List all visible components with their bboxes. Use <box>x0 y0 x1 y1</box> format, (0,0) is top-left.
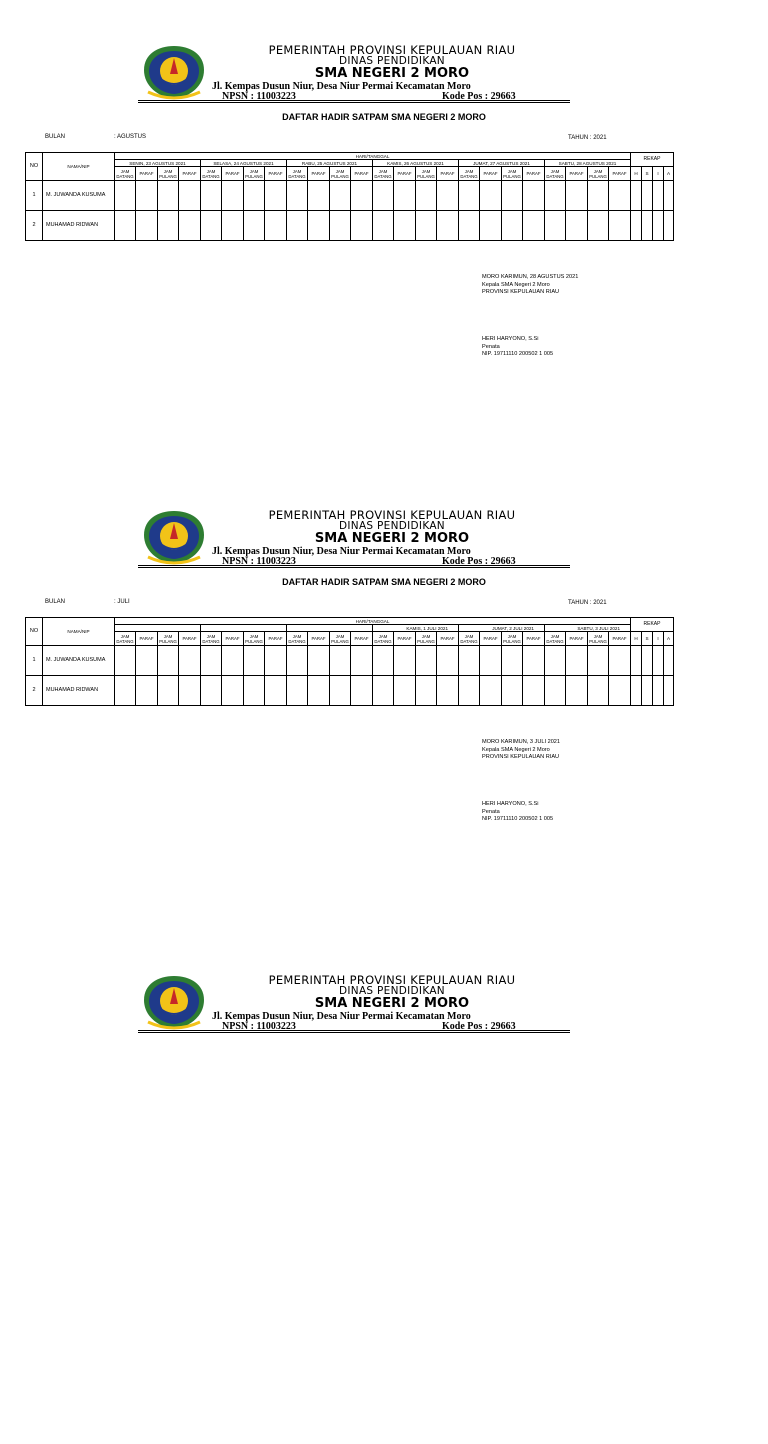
attendance-cell[interactable] <box>244 676 265 706</box>
letterhead-rule <box>138 1030 570 1033</box>
attendance-cell[interactable] <box>523 211 545 241</box>
header-nama: NAMA/NIP <box>43 618 115 646</box>
bulan-label: BULAN <box>45 599 66 605</box>
header-no: NO <box>26 153 43 181</box>
attendance-cell[interactable] <box>545 676 566 706</box>
attendance-cell[interactable] <box>588 646 609 676</box>
subheader-jam-pulang: JAM PULANG <box>589 633 607 644</box>
day-header <box>201 625 287 632</box>
signature-role: Kepala SMA Negeri 2 Moro <box>482 746 550 753</box>
attendance-cell[interactable] <box>480 676 502 706</box>
subheader-jam-datang: JAM DATANG <box>202 633 220 644</box>
attendance-cell[interactable] <box>502 646 523 676</box>
attendance-cell[interactable] <box>459 181 480 211</box>
sheet-title: DAFTAR HADIR SATPAM SMA NEGERI 2 MORO <box>282 577 486 587</box>
attendance-table <box>25 617 674 706</box>
attendance-cell[interactable] <box>244 211 265 241</box>
signature-nip: NIP. 19711110 200502 1 005 <box>482 816 554 823</box>
attendance-cell[interactable] <box>308 211 330 241</box>
attendance-cell[interactable] <box>394 181 416 211</box>
attendance-cell[interactable] <box>545 211 566 241</box>
subheader-jam-pulang: JAM PULANG <box>245 633 263 644</box>
attendance-cell[interactable] <box>136 181 158 211</box>
signature-place-date: MORO KARIMUN, 28 AGUSTUS 2021 <box>482 274 579 280</box>
attendance-cell[interactable] <box>653 211 664 241</box>
attendance-cell[interactable] <box>642 181 653 211</box>
subheader-jam-pulang: JAM PULANG <box>159 168 177 179</box>
table-row <box>26 676 674 706</box>
signature-header <box>482 274 578 297</box>
attendance-cell[interactable] <box>373 211 394 241</box>
table-row <box>26 211 674 241</box>
attendance-cell[interactable] <box>179 211 201 241</box>
attendance-cell[interactable] <box>330 181 351 211</box>
attendance-cell[interactable] <box>664 181 674 211</box>
subheader-jam-pulang: JAM PULANG <box>417 168 435 179</box>
row-no: 1 <box>26 646 43 676</box>
subheader-jam-pulang: JAM PULANG <box>503 168 521 179</box>
attendance-cell[interactable] <box>545 181 566 211</box>
letterhead-kodepos: Kode Pos : 29663 <box>442 1021 516 1032</box>
attendance-cell[interactable] <box>437 646 459 676</box>
day-header: RABU, 25 AGUSTUS 2021 <box>287 160 373 167</box>
subheader-paraf: PARAF <box>437 632 459 646</box>
attendance-cell[interactable] <box>459 646 480 676</box>
subheader-jam-datang: JAM DATANG <box>288 633 306 644</box>
attendance-cell[interactable] <box>609 646 631 676</box>
attendance-cell[interactable] <box>588 676 609 706</box>
subheader-jam-pulang: JAM PULANG <box>417 633 435 644</box>
attendance-cell[interactable] <box>265 181 287 211</box>
row-nama: MUHAMAD RIDWAN <box>43 676 115 706</box>
subheader-jam-datang: JAM DATANG <box>374 633 392 644</box>
attendance-cell[interactable] <box>265 211 287 241</box>
letterhead-line2: DINAS PENDIDIKAN <box>339 985 445 997</box>
attendance-cell[interactable] <box>222 646 244 676</box>
bulan-label: BULAN <box>45 134 66 140</box>
subheader-jam-datang: JAM DATANG <box>546 633 564 644</box>
header-hari-tanggal: HARI/TANGGAL <box>115 618 631 625</box>
letterhead-line1: PEMERINTAH PROVINSI KEPULAUAN RIAU <box>268 973 516 987</box>
attendance-cell[interactable] <box>179 646 201 676</box>
signature-signer <box>482 336 553 359</box>
subheader-jam-pulang: JAM PULANG <box>159 633 177 644</box>
attendance-cell[interactable] <box>201 676 222 706</box>
attendance-cell[interactable] <box>416 181 437 211</box>
day-header <box>287 625 373 632</box>
subheader-jam-datang: JAM DATANG <box>116 168 134 179</box>
subheader-paraf: PARAF <box>523 632 545 646</box>
attendance-cell[interactable] <box>201 181 222 211</box>
subheader-paraf: PARAF <box>222 632 244 646</box>
letterhead-line2: DINAS PENDIDIKAN <box>339 55 445 67</box>
subheader-paraf: PARAF <box>566 632 588 646</box>
attendance-cell[interactable] <box>480 211 502 241</box>
subheader-jam-datang: JAM DATANG <box>116 633 134 644</box>
attendance-cell[interactable] <box>631 211 642 241</box>
attendance-cell[interactable] <box>588 181 609 211</box>
attendance-cell[interactable] <box>545 646 566 676</box>
subheader-paraf: PARAF <box>609 632 631 646</box>
attendance-cell[interactable] <box>609 676 631 706</box>
subheader-paraf: PARAF <box>136 632 158 646</box>
attendance-cell[interactable] <box>523 646 545 676</box>
attendance-sheet-page <box>0 974 768 1444</box>
attendance-cell[interactable] <box>416 211 437 241</box>
attendance-cell[interactable] <box>158 211 179 241</box>
attendance-cell[interactable] <box>158 646 179 676</box>
attendance-cell[interactable] <box>437 211 459 241</box>
attendance-cell[interactable] <box>588 211 609 241</box>
day-header: KAMIS, 1 JULI 2021 <box>373 625 459 632</box>
attendance-cell[interactable] <box>287 676 308 706</box>
attendance-cell[interactable] <box>201 211 222 241</box>
attendance-cell[interactable] <box>566 646 588 676</box>
subheader-paraf: PARAF <box>394 167 416 181</box>
day-header: SENIN, 23 AGUSTUS 2021 <box>115 160 201 167</box>
attendance-cell[interactable] <box>664 676 674 706</box>
attendance-cell[interactable] <box>158 181 179 211</box>
letterhead <box>138 509 570 567</box>
row-no: 1 <box>26 181 43 211</box>
attendance-cell[interactable] <box>222 211 244 241</box>
attendance-cell[interactable] <box>287 211 308 241</box>
header-rekap: REKAP <box>631 618 674 632</box>
rekap-col-header: S <box>642 632 653 646</box>
attendance-cell[interactable] <box>502 181 523 211</box>
subheader-paraf: PARAF <box>523 167 545 181</box>
sheet-title: DAFTAR HADIR SATPAM SMA NEGERI 2 MORO <box>282 112 486 122</box>
attendance-table <box>25 152 674 241</box>
letterhead-npsn: NPSN : 11003223 <box>222 1021 296 1032</box>
day-header: SELASA, 24 AGUSTUS 2021 <box>201 160 287 167</box>
letterhead-address: Jl. Kempas Dusun Niur, Desa Niur Permai Kecamatan Moro <box>212 81 471 92</box>
rekap-col-header: I <box>653 167 664 181</box>
attendance-cell[interactable] <box>351 181 373 211</box>
subheader-paraf: PARAF <box>351 167 373 181</box>
attendance-cell[interactable] <box>287 646 308 676</box>
subheader-jam-pulang: JAM PULANG <box>331 633 349 644</box>
subheader-paraf: PARAF <box>308 632 330 646</box>
signature-name: HERI HARYONO, S.Si <box>482 801 539 807</box>
provincial-emblem-icon <box>138 974 210 1030</box>
rekap-col-header: H <box>631 167 642 181</box>
subheader-paraf: PARAF <box>480 632 502 646</box>
attendance-cell[interactable] <box>459 676 480 706</box>
letterhead-npsn: NPSN : 11003223 <box>222 91 296 102</box>
subheader-paraf: PARAF <box>308 167 330 181</box>
attendance-cell[interactable] <box>136 646 158 676</box>
letterhead <box>138 974 570 1032</box>
tahun: TAHUN : 2021 <box>568 600 607 606</box>
attendance-cell[interactable] <box>373 181 394 211</box>
subheader-jam-datang: JAM DATANG <box>374 168 392 179</box>
row-nama: M. JUWANDA KUSUMA <box>43 646 115 676</box>
attendance-cell[interactable] <box>351 646 373 676</box>
day-header: JUMAT, 27 AGUSTUS 2021 <box>459 160 545 167</box>
attendance-cell[interactable] <box>115 211 136 241</box>
attendance-cell[interactable] <box>330 646 351 676</box>
bulan-value: : AGUSTUS <box>114 134 147 140</box>
row-nama: MUHAMAD RIDWAN <box>43 211 115 241</box>
bulan-value: : JULI <box>114 599 130 605</box>
day-header: JUMAT, 2 JULI 2021 <box>459 625 545 632</box>
subheader-jam-datang: JAM DATANG <box>202 168 220 179</box>
day-header: SABTU, 3 JULI 2021 <box>545 625 631 632</box>
attendance-cell[interactable] <box>308 181 330 211</box>
attendance-cell[interactable] <box>566 181 588 211</box>
attendance-cell[interactable] <box>265 676 287 706</box>
subheader-paraf: PARAF <box>179 167 201 181</box>
attendance-cell[interactable] <box>351 211 373 241</box>
subheader-jam-pulang: JAM PULANG <box>245 168 263 179</box>
subheader-paraf: PARAF <box>437 167 459 181</box>
header-no: NO <box>26 618 43 646</box>
subheader-paraf: PARAF <box>222 167 244 181</box>
letterhead-school: SMA NEGERI 2 MORO <box>314 66 470 81</box>
signature-province: PROVINSI KEPULAUAN RIAU <box>482 289 560 296</box>
attendance-cell[interactable] <box>179 676 201 706</box>
attendance-cell[interactable] <box>653 181 664 211</box>
attendance-cell[interactable] <box>308 646 330 676</box>
signature-rank: Penata <box>482 808 500 815</box>
attendance-cell[interactable] <box>373 646 394 676</box>
letterhead-rule <box>138 565 570 568</box>
attendance-cell[interactable] <box>394 646 416 676</box>
attendance-cell[interactable] <box>136 676 158 706</box>
subheader-jam-datang: JAM DATANG <box>546 168 564 179</box>
attendance-cell[interactable] <box>653 646 664 676</box>
attendance-cell[interactable] <box>642 646 653 676</box>
letterhead-school: SMA NEGERI 2 MORO <box>314 996 470 1011</box>
rekap-col-header: I <box>653 632 664 646</box>
subheader-paraf: PARAF <box>265 632 287 646</box>
attendance-cell[interactable] <box>136 211 158 241</box>
attendance-cell[interactable] <box>566 211 588 241</box>
attendance-cell[interactable] <box>609 181 631 211</box>
attendance-cell[interactable] <box>394 211 416 241</box>
attendance-cell[interactable] <box>222 181 244 211</box>
letterhead-address: Jl. Kempas Dusun Niur, Desa Niur Permai Kecamatan Moro <box>212 546 471 557</box>
tahun: TAHUN : 2021 <box>568 135 607 141</box>
attendance-cell[interactable] <box>631 181 642 211</box>
rekap-col-header: S <box>642 167 653 181</box>
subheader-jam-pulang: JAM PULANG <box>503 633 521 644</box>
provincial-emblem-icon <box>138 44 210 100</box>
signature-role: Kepala SMA Negeri 2 Moro <box>482 281 550 288</box>
row-nama: M. JUWANDA KUSUMA <box>43 181 115 211</box>
table-row <box>26 646 674 676</box>
attendance-cell[interactable] <box>244 646 265 676</box>
row-no: 2 <box>26 211 43 241</box>
attendance-cell[interactable] <box>330 676 351 706</box>
attendance-cell[interactable] <box>222 676 244 706</box>
signature-signer <box>482 801 553 824</box>
signature-nip: NIP. 19711110 200502 1 005 <box>482 351 554 358</box>
attendance-cell[interactable] <box>609 211 631 241</box>
subheader-jam-datang: JAM DATANG <box>460 168 478 179</box>
letterhead-address: Jl. Kempas Dusun Niur, Desa Niur Permai Kecamatan Moro <box>212 1011 471 1022</box>
attendance-cell[interactable] <box>631 646 642 676</box>
subheader-paraf: PARAF <box>566 167 588 181</box>
letterhead <box>138 44 570 102</box>
attendance-sheet-page <box>0 509 768 979</box>
signature-rank: Penata <box>482 343 500 350</box>
letterhead-line1: PEMERINTAH PROVINSI KEPULAUAN RIAU <box>268 43 516 57</box>
subheader-paraf: PARAF <box>179 632 201 646</box>
subheader-paraf: PARAF <box>136 167 158 181</box>
letterhead-rule <box>138 100 570 103</box>
signature-header <box>482 739 560 762</box>
attendance-cell[interactable] <box>459 211 480 241</box>
attendance-cell[interactable] <box>115 646 136 676</box>
header-nama: NAMA/NIP <box>43 153 115 181</box>
subheader-jam-datang: JAM DATANG <box>288 168 306 179</box>
day-header: KAMIS, 26 AGUSTUS 2021 <box>373 160 459 167</box>
provincial-emblem-icon <box>138 509 210 565</box>
signature-place-date: MORO KARIMUN, 3 JULI 2021 <box>482 739 561 745</box>
attendance-cell[interactable] <box>330 211 351 241</box>
subheader-paraf: PARAF <box>394 632 416 646</box>
attendance-cell[interactable] <box>642 211 653 241</box>
attendance-cell[interactable] <box>416 646 437 676</box>
attendance-cell[interactable] <box>437 181 459 211</box>
attendance-cell[interactable] <box>664 646 674 676</box>
row-no: 2 <box>26 676 43 706</box>
attendance-cell[interactable] <box>308 676 330 706</box>
subheader-paraf: PARAF <box>265 167 287 181</box>
attendance-cell[interactable] <box>416 676 437 706</box>
attendance-cell[interactable] <box>480 181 502 211</box>
attendance-cell[interactable] <box>115 676 136 706</box>
subheader-jam-datang: JAM DATANG <box>460 633 478 644</box>
attendance-cell[interactable] <box>653 676 664 706</box>
attendance-cell[interactable] <box>566 676 588 706</box>
attendance-cell[interactable] <box>523 181 545 211</box>
subheader-jam-pulang: JAM PULANG <box>331 168 349 179</box>
attendance-cell[interactable] <box>642 676 653 706</box>
attendance-cell[interactable] <box>394 676 416 706</box>
attendance-cell[interactable] <box>351 676 373 706</box>
attendance-cell[interactable] <box>502 211 523 241</box>
attendance-cell[interactable] <box>437 676 459 706</box>
attendance-cell[interactable] <box>244 181 265 211</box>
attendance-cell[interactable] <box>631 676 642 706</box>
attendance-cell[interactable] <box>523 676 545 706</box>
day-header <box>115 625 201 632</box>
attendance-cell[interactable] <box>201 646 222 676</box>
attendance-sheet-page <box>0 44 768 514</box>
header-rekap: REKAP <box>631 153 674 167</box>
attendance-cell[interactable] <box>287 181 308 211</box>
attendance-cell[interactable] <box>502 676 523 706</box>
attendance-cell[interactable] <box>664 211 674 241</box>
table-row <box>26 181 674 211</box>
subheader-paraf: PARAF <box>609 167 631 181</box>
attendance-cell[interactable] <box>480 646 502 676</box>
rekap-col-header: A <box>664 167 674 181</box>
day-header: SABTU, 28 AGUSTUS 2021 <box>545 160 631 167</box>
letterhead-kodepos: Kode Pos : 29663 <box>442 91 516 102</box>
rekap-col-header: A <box>664 632 674 646</box>
attendance-cell[interactable] <box>373 676 394 706</box>
letterhead-school: SMA NEGERI 2 MORO <box>314 531 470 546</box>
signature-name: HERI HARYONO, S.Si <box>482 336 539 342</box>
rekap-col-header: H <box>631 632 642 646</box>
attendance-cell[interactable] <box>265 646 287 676</box>
letterhead-line2: DINAS PENDIDIKAN <box>339 520 445 532</box>
subheader-paraf: PARAF <box>480 167 502 181</box>
signature-province: PROVINSI KEPULAUAN RIAU <box>482 754 560 761</box>
header-hari-tanggal: HARI/TANGGAL <box>115 153 631 160</box>
letterhead-npsn: NPSN : 11003223 <box>222 556 296 567</box>
subheader-jam-pulang: JAM PULANG <box>589 168 607 179</box>
attendance-cell[interactable] <box>179 181 201 211</box>
letterhead-line1: PEMERINTAH PROVINSI KEPULAUAN RIAU <box>268 508 516 522</box>
subheader-paraf: PARAF <box>351 632 373 646</box>
letterhead-kodepos: Kode Pos : 29663 <box>442 556 516 567</box>
attendance-cell[interactable] <box>158 676 179 706</box>
attendance-cell[interactable] <box>115 181 136 211</box>
